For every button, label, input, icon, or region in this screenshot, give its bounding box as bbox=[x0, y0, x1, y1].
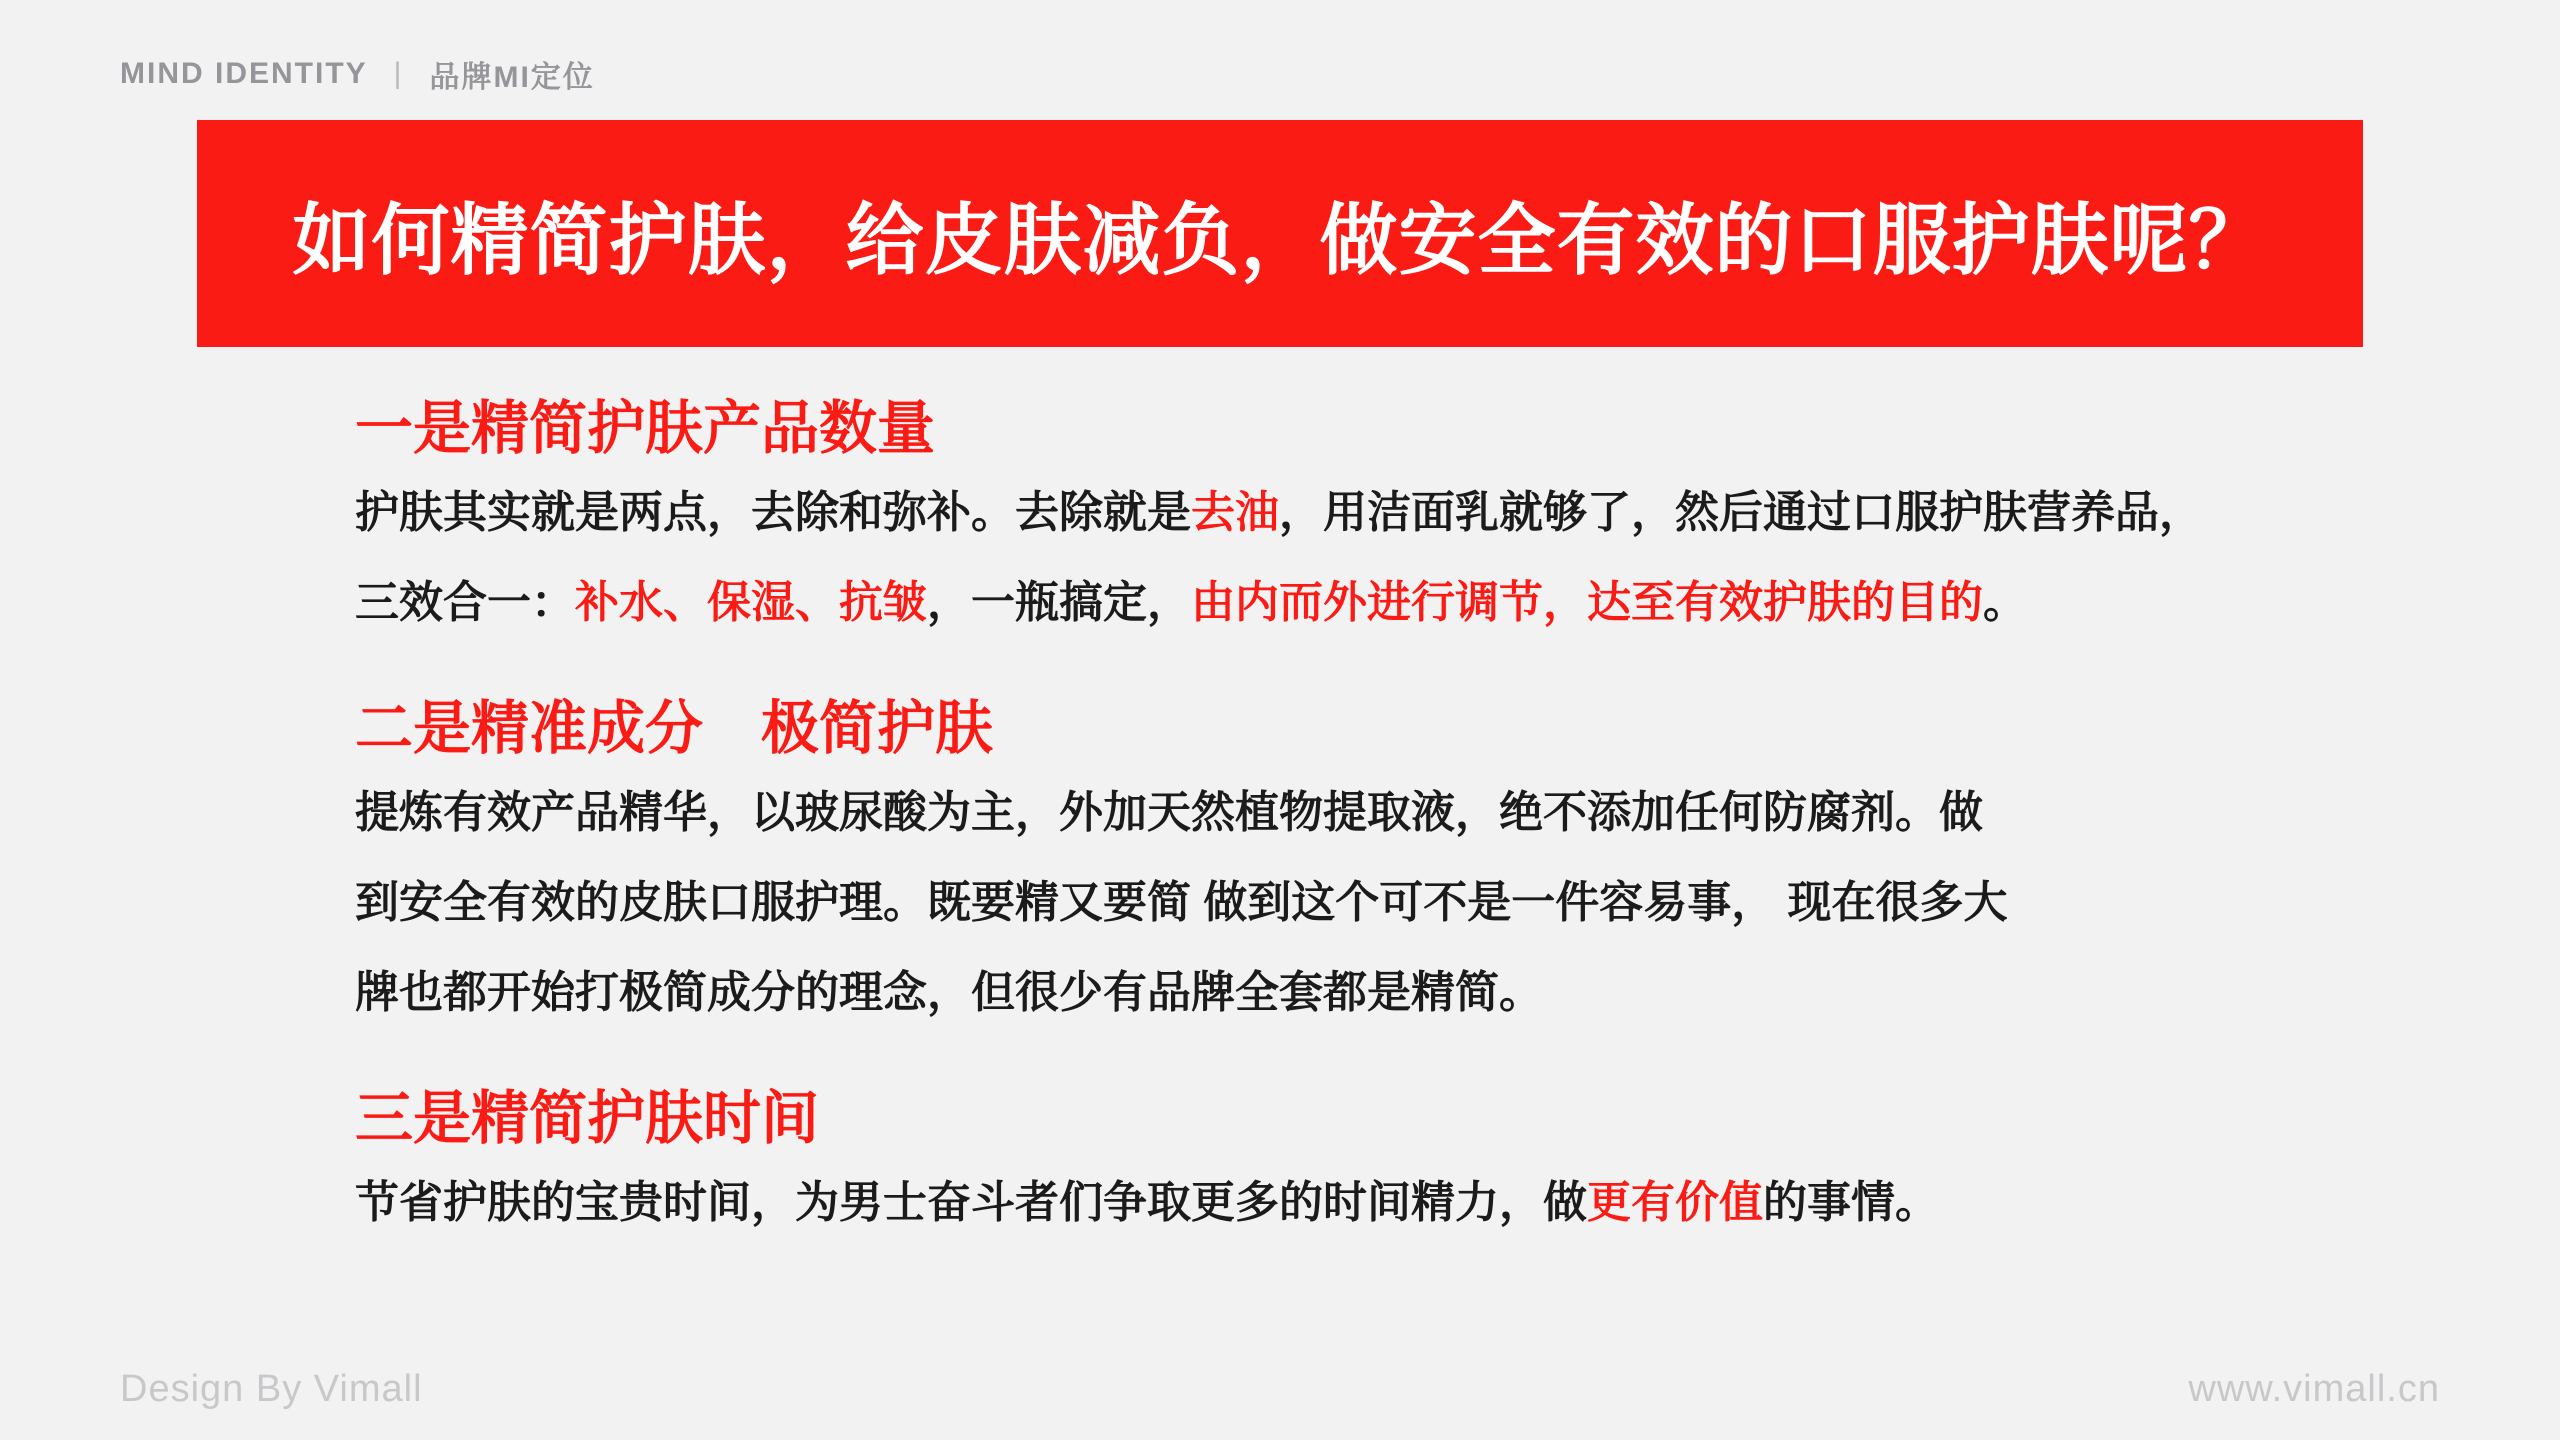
section-heading: 二是精准成分 极简护肤 bbox=[355, 696, 994, 761]
body-text: 节省护肤的宝贵时间，为男士奋斗者们争取更多的时间精力，做 bbox=[355, 1178, 1587, 1227]
section-body bbox=[355, 468, 2275, 648]
body-text: 到安全有效的皮肤口服护理。既要精又要简 做到这个可不是一件容易事， 现在很多大 bbox=[355, 878, 2008, 927]
slide-footer bbox=[120, 1368, 2440, 1411]
footer-url: www.vimall.cn bbox=[2188, 1368, 2440, 1410]
body-text: 牌也都开始打极简成分的理念，但很少有品牌全套都是精简。 bbox=[355, 968, 1543, 1017]
highlighted-text: 更有价值 bbox=[1587, 1178, 1763, 1227]
section-heading: 一是精简护肤产品数量 bbox=[355, 396, 936, 461]
header-separator: | bbox=[393, 57, 404, 90]
slide-title: 如何精简护肤，给皮肤减负，做安全有效的口服护肤呢？ bbox=[292, 195, 2268, 284]
header-subtitle: 品牌MI定位 bbox=[429, 61, 595, 94]
content-section-3 bbox=[355, 1080, 2275, 1248]
body-line bbox=[355, 1158, 2275, 1248]
brand-label: MIND IDENTITY bbox=[120, 57, 368, 90]
body-line bbox=[355, 948, 2275, 1038]
body-text: 护肤其实就是两点，去除和弥补。去除就是 bbox=[355, 488, 1191, 537]
body-line bbox=[355, 768, 2275, 858]
highlighted-text: 去油 bbox=[1191, 488, 1279, 537]
content-area bbox=[355, 390, 2275, 1248]
content-section-2 bbox=[355, 690, 2275, 1038]
body-text: 。 bbox=[1983, 578, 2027, 627]
body-text: ，用洁面乳就够了，然后通过口服护肤营养品， bbox=[1279, 488, 2203, 537]
body-text: ，一瓶搞定， bbox=[927, 578, 1191, 627]
content-section-1 bbox=[355, 390, 2275, 648]
section-heading: 三是精简护肤时间 bbox=[355, 1086, 820, 1151]
slide-header bbox=[120, 52, 595, 96]
body-text: 三效合一： bbox=[355, 578, 575, 627]
body-text: 的事情。 bbox=[1763, 1178, 1939, 1227]
body-line bbox=[355, 558, 2275, 648]
body-line bbox=[355, 468, 2275, 558]
title-banner bbox=[197, 120, 2363, 347]
footer-credit: Design By Vimall bbox=[120, 1368, 423, 1410]
section-body bbox=[355, 1158, 2275, 1248]
highlighted-text: 由内而外进行调节，达至有效护肤的目的 bbox=[1191, 578, 1983, 627]
body-text: 提炼有效产品精华，以玻尿酸为主，外加天然植物提取液，绝不添加任何防腐剂。做 bbox=[355, 788, 1983, 837]
section-body bbox=[355, 768, 2275, 1038]
highlighted-text: 补水、保湿、抗皱 bbox=[575, 578, 927, 627]
body-line bbox=[355, 858, 2275, 948]
